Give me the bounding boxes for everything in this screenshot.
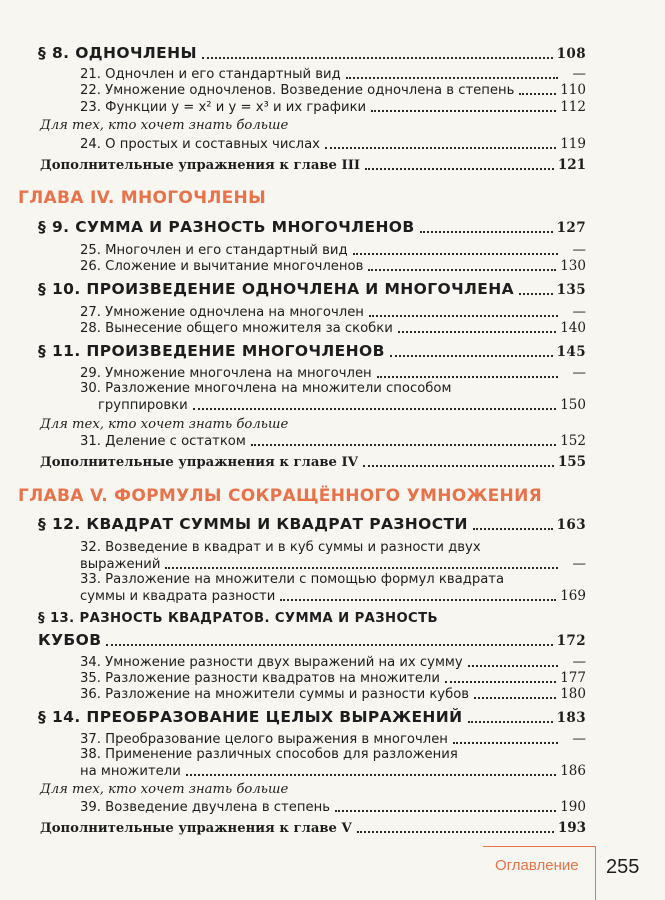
item-title: 35. Разложение разности квадратов на множители — [80, 671, 440, 686]
toc-item-27[interactable] — [80, 304, 586, 320]
dot-leader — [165, 567, 558, 569]
page-ref: — — [572, 731, 586, 747]
dot-leader — [251, 444, 556, 446]
dot-leader — [280, 599, 556, 601]
toc-item-34[interactable] — [80, 654, 586, 670]
toc-item-21[interactable] — [80, 66, 586, 82]
page-ref: 190 — [560, 799, 586, 815]
toc-section-11[interactable] — [38, 342, 586, 360]
dot-leader — [368, 269, 556, 271]
item-title: 36. Разложение на множители суммы и разности кубов — [80, 687, 470, 702]
page-ref: — — [572, 66, 586, 82]
dot-leader — [353, 253, 558, 255]
item-title: 28. Вынесение общего множителя за скобки — [80, 321, 393, 336]
item-title: 29. Умножение многочлена на многочлен — [80, 366, 372, 381]
page-ref: — — [572, 654, 586, 670]
toc-item-36[interactable] — [80, 686, 586, 702]
toc-item-29[interactable] — [80, 365, 586, 381]
page-ref: 112 — [560, 99, 586, 115]
toc-section-14[interactable] — [38, 708, 586, 726]
dot-leader — [445, 681, 556, 683]
more-heading: Для тех, кто хочет знать больше — [40, 118, 289, 133]
page-ref: 121 — [557, 157, 586, 173]
page-ref: 140 — [560, 320, 586, 336]
footer-rule — [483, 846, 595, 847]
toc-item-23[interactable] — [80, 99, 586, 115]
dot-leader — [468, 721, 553, 723]
page-ref: 110 — [560, 82, 586, 98]
dot-leader — [371, 110, 556, 112]
toc-item-22[interactable] — [80, 82, 586, 98]
item-title-cont: суммы и квадрата разности — [80, 589, 276, 604]
dot-leader — [390, 355, 553, 357]
item-title: 27. Умножение одночлена на многочлен — [80, 305, 364, 320]
dot-leader — [363, 465, 554, 467]
dot-leader — [474, 697, 556, 699]
dot-leader — [193, 408, 557, 410]
toc-item-32-line1[interactable]: 32. Возведение в квадрат и в куб суммы и разности двух — [80, 540, 481, 555]
toc-section-13[interactable] — [38, 631, 586, 649]
item-title: 31. Деление с остатком — [80, 434, 246, 449]
dot-leader — [473, 528, 553, 530]
page-ref: 108 — [556, 46, 586, 62]
page-ref: — — [572, 365, 586, 381]
item-title: Дополнительные упражнения к главе III — [40, 158, 361, 173]
toc-item-32[interactable] — [80, 556, 586, 572]
page-ref: 163 — [556, 517, 586, 533]
dot-leader — [365, 168, 554, 170]
dot-leader — [377, 376, 558, 378]
dot-leader — [420, 231, 553, 233]
dot-leader — [398, 331, 556, 333]
toc-section-12[interactable] — [38, 515, 586, 533]
more-heading: Для тех, кто хочет знать больше — [40, 782, 289, 797]
footer-divider — [595, 846, 596, 900]
toc-item-37[interactable] — [80, 731, 586, 747]
dot-leader — [346, 77, 558, 79]
section-title: § 10. ПРОИЗВЕДЕНИЕ ОДНОЧЛЕНА И МНОГОЧЛЕНА — [38, 280, 515, 298]
item-title: Дополнительные упражнения к главе V — [40, 821, 352, 836]
toc-item-38-line1[interactable]: 38. Применение различных способов для разложения — [80, 747, 458, 762]
section-title: § 12. КВАДРАТ СУММЫ И КВАДРАТ РАЗНОСТИ — [38, 515, 468, 533]
page-ref: — — [572, 242, 586, 258]
footer-section-label: Оглавление — [495, 857, 579, 874]
toc-section-10[interactable] — [38, 280, 586, 298]
section-title-cont: КУБОВ — [38, 631, 102, 649]
page-ref: 177 — [560, 670, 586, 686]
item-title: Дополнительные упражнения к главе IV — [40, 455, 358, 470]
page-ref: 152 — [560, 433, 586, 449]
page-number: 255 — [606, 856, 640, 878]
page-ref: 127 — [556, 220, 586, 236]
page-ref: 180 — [560, 686, 586, 702]
dot-leader — [357, 831, 554, 833]
chapter-4-heading[interactable]: ГЛАВА IV. МНОГОЧЛЕНЫ — [18, 188, 267, 208]
item-title: 37. Преобразование целого выражения в многочлен — [80, 732, 448, 747]
section-title: § 8. ОДНОЧЛЕНЫ — [38, 44, 197, 62]
toc-item-26[interactable] — [80, 258, 586, 274]
more-heading: Для тех, кто хочет знать больше — [40, 417, 289, 432]
toc-item-31[interactable] — [80, 433, 586, 449]
dot-leader — [369, 315, 558, 317]
section-title: § 11. ПРОИЗВЕДЕНИЕ МНОГОЧЛЕНОВ — [38, 342, 385, 360]
item-title-cont: на множители — [80, 764, 181, 779]
toc-item-33[interactable] — [80, 588, 586, 604]
item-title: 26. Сложение и вычитание многочленов — [80, 259, 364, 274]
item-title-cont: группировки — [98, 398, 188, 413]
dot-leader — [453, 742, 558, 744]
item-title-cont: выражений — [80, 557, 161, 572]
page-ref: 186 — [560, 763, 586, 779]
toc-section-13-line1[interactable]: § 13. РАЗНОСТЬ КВАДРАТОВ. СУММА И РАЗНОСТЬ — [38, 611, 438, 626]
page-ref: 135 — [556, 282, 586, 298]
item-title: 39. Возведение двучлена в степень — [80, 800, 330, 815]
dot-leader — [186, 774, 556, 776]
page-ref: 145 — [556, 344, 586, 360]
dot-leader — [519, 293, 553, 295]
toc-item-39[interactable] — [80, 799, 586, 815]
chapter-5-heading[interactable]: ГЛАВА V. ФОРМУЛЫ СОКРАЩЁННОГО УМНОЖЕНИЯ — [18, 486, 542, 506]
section-title: § 14. ПРЕОБРАЗОВАНИЕ ЦЕЛЫХ ВЫРАЖЕНИЙ — [38, 708, 463, 726]
page-ref: 169 — [560, 588, 586, 604]
page-ref: 155 — [557, 454, 586, 470]
toc-item-33-line1[interactable]: 33. Разложение на множители с помощью формул квадрата — [80, 572, 505, 587]
toc-item-24[interactable] — [80, 136, 586, 152]
section-title: § 9. СУММА И РАЗНОСТЬ МНОГОЧЛЕНОВ — [38, 218, 415, 236]
toc-item-28[interactable] — [80, 320, 586, 336]
item-title: 24. О простых и составных числах — [80, 137, 320, 152]
toc-extra-3[interactable] — [40, 157, 586, 173]
toc-extra-4[interactable] — [40, 454, 586, 470]
item-title: 22. Умножение одночленов. Возведение одночлена в степень — [80, 83, 515, 98]
toc-item-35[interactable] — [80, 670, 586, 686]
item-title: 23. Функции y = x² и y = x³ и их графики — [80, 100, 367, 115]
page-ref: — — [572, 556, 586, 572]
page-ref: 150 — [560, 397, 586, 413]
page-ref: — — [572, 304, 586, 320]
toc-extra-5[interactable] — [40, 820, 586, 836]
page-ref: 119 — [560, 136, 586, 152]
toc-item-38[interactable] — [80, 763, 586, 779]
dot-leader — [519, 93, 556, 95]
dot-leader — [468, 665, 558, 667]
toc-item-30[interactable] — [98, 397, 586, 413]
dot-leader — [335, 810, 556, 812]
toc-item-30-line1[interactable]: 30. Разложение многочлена на множители способом — [80, 381, 452, 396]
dot-leader — [325, 147, 556, 149]
toc-section-9[interactable] — [38, 218, 586, 236]
dot-leader — [106, 644, 552, 646]
item-title: 25. Многочлен и его стандартный вид — [80, 243, 348, 258]
item-title: 34. Умножение разности двух выражений на их сумму — [80, 655, 463, 670]
toc-section-8[interactable] — [38, 44, 586, 62]
page-ref: 130 — [560, 258, 586, 274]
page-ref: 183 — [556, 710, 586, 726]
item-title: 21. Одночлен и его стандартный вид — [80, 67, 341, 82]
toc-item-25[interactable] — [80, 242, 586, 258]
dot-leader — [202, 57, 553, 59]
page-ref: 172 — [556, 633, 586, 649]
page-ref: 193 — [557, 820, 586, 836]
